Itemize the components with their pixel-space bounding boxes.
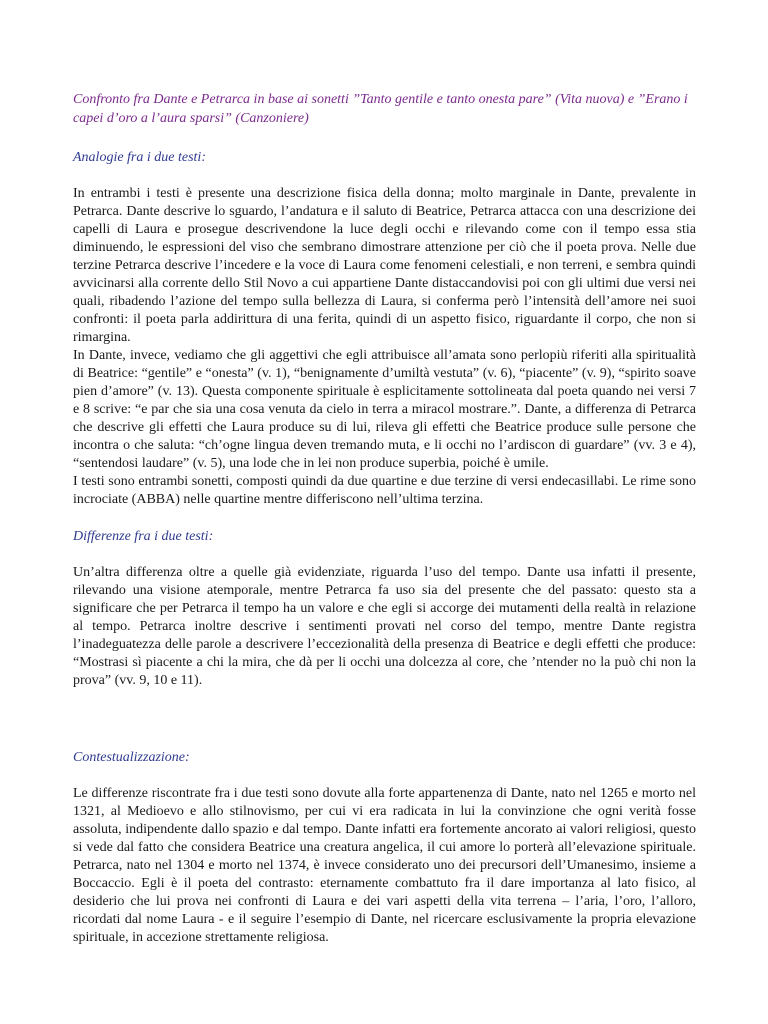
section-body-analogie — [73, 185, 696, 509]
paragraph: I testi sono entrambi sonetti, composti quindi da due quartine e due terzine di versi endecasillabi. Le rime sono incrociate (ABBA) nelle quartine mentre differiscono nell’ultima terzina. — [73, 474, 696, 507]
section-heading-contestualizzazione: Contestualizzazione: — [73, 750, 190, 765]
paragraph: In Dante, invece, vediamo che gli aggettivi che egli attribuisce all’amata sono perlopiù riferiti alla spiritualità di Beatrice: “gentile” e “onesta” (v. 1), “benignamente d’umiltà vestuta” (v. 6), “piacente” (v. 9), “spirito soave pien d’amore” (v. 13). Questa componente spirituale è esplicitamente sottolineata dal poeta quando nei versi 7 e 8 scrive: “e par che sia una cosa venuta da cielo in terra a miracol mostrare.”. Dante, a differenza di Petrarca che descrive gli effetti che Laura produce su di lui, rileva gli effetti che Beatrice produce sulle persone che incontra o che saluta: “ch’ogne lingua deven tremando muta, e li occhi no l’ardiscon di guardare” (vv. 3 e 4), “sentendosi laudare” (v. 5), una lode che in lei non produce superbia, poiché è umile. — [73, 348, 696, 471]
section-body-differenze — [73, 564, 696, 690]
paragraph: In entrambi i testi è presente una descrizione fisica della donna; molto marginale in Dante, prevalente in Petrarca. Dante descrive lo sguardo, l’andatura e il saluto di Beatrice, Petrarca attacca con una descrizione dei capelli di Laura e prosegue descrivendone la luce degli occhi e rilevando come con il tempo essa stia diminuendo, le espressioni del viso che sembrano dimostrare attenzione per ciò che il poeta prova. Nelle due terzine Petrarca descrive l’incedere e la voce di Laura come fenomeni celestiali, e non terreni, e sembra quindi avvicinarsi alla corrente dello Stil Novo a cui appartiene Dante distaccandovisi poi con gli ultimi due versi nei quali, ribadendo l’azione del tempo sulla bellezza di Laura, si conferma però l’intensità dell’amore nei suoi confronti: il poeta parla addirittura di una ferita, quindi di un aspetto fisico, riguardante il corpo, che non si rimargina. — [73, 186, 696, 345]
document-title: Confronto fra Dante e Petrarca in base ai sonetti ”Tanto gentile e tanto onesta pare” (Vita nuova) e ”Erano i capei d’oro a l’aura sparsi” (Canzoniere) — [73, 92, 688, 126]
document-page — [73, 90, 696, 947]
paragraph: Le differenze riscontrate fra i due testi sono dovute alla forte appartenenza di Dante, nato nel 1265 e morto nel 1321, al Medioevo e allo stilnovismo, per cui vi era radicata in lui la convinzione che ogni verità fosse assoluta, indipendente dallo spazio e dal tempo. Dante infatti era fortemente ancorato ai valori religiosi, questo si vede dal fatto che considera Beatrice una creatura angelica, il cui amore lo porterà all’elevazione spirituale. Petrarca, nato nel 1304 e morto nel 1374, è invece considerato uno dei precursori dell’Umanesimo, insieme a Boccaccio. Egli è il poeta del contrasto: eternamente combattuto fra il dare importanza al lato fisico, al desiderio che lui prova nei confronti di Laura e dei vari aspetti della vita terrena – l’aria, l’oro, l’alloro, ricordati dal nome Laura - e il seguire l’esempio di Dante, nel ricercare esclusivamente la propria elevazione spirituale, in accezione strettamente religiosa. — [73, 786, 696, 945]
paragraph: Un’altra differenza oltre a quelle già evidenziate, riguarda l’uso del tempo. Dante usa infatti il presente, rilevando una visione atemporale, mentre Petrarca fa uso sia del presente che del passato: questo sta a significare che per Petrarca il tempo ha un valore e che egli si accorge dei mutamenti della realtà in relazione al tempo. Petrarca inoltre descrive i sentimenti provati nel corso del tempo, mentre Dante registra l’inadeguatezza delle parole a descrivere l’eccezionalità della presenza di Beatrice e degli effetti che produce: “Mostrasi sì piacente a chi la mira, che dà per li occhi una dolcezza al core, che ’ntender no la può chi non la prova” (vv. 9, 10 e 11). — [73, 565, 696, 688]
section-heading-differenze: Differenze fra i due testi: — [73, 529, 214, 544]
section-body-contestualizzazione — [73, 785, 696, 947]
section-heading-analogie: Analogie fra i due testi: — [73, 150, 206, 165]
